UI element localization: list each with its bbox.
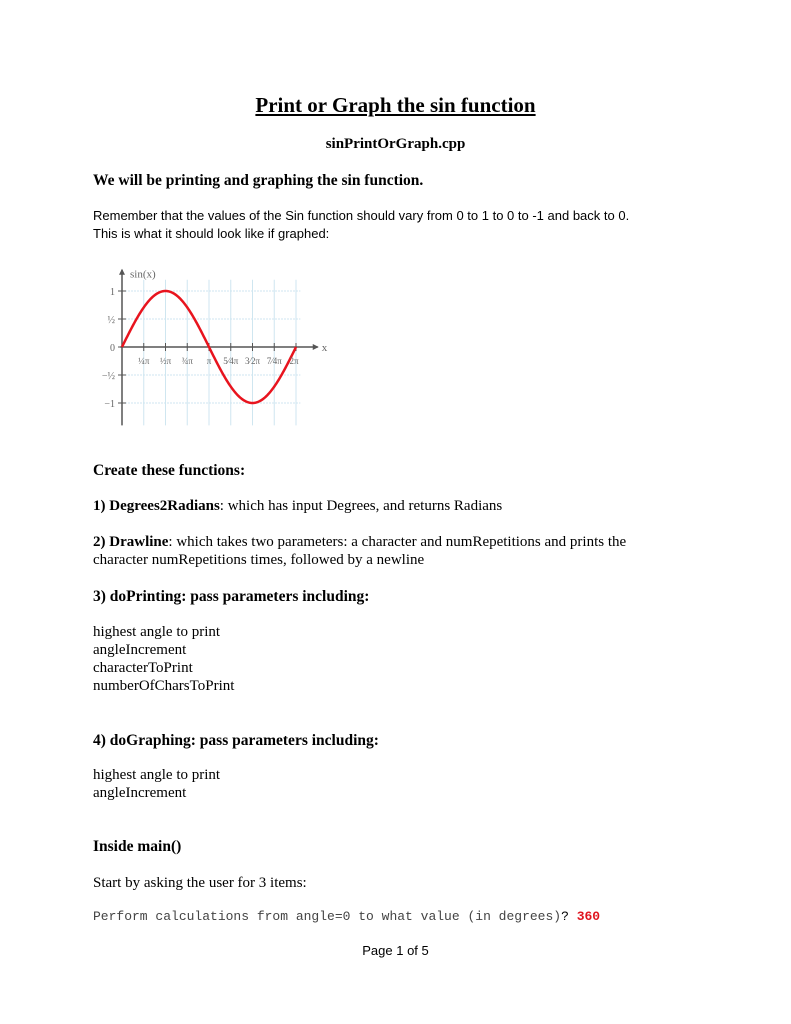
x-tick-label: 3⁄2π bbox=[244, 356, 261, 366]
y-tick-label: −½ bbox=[101, 371, 115, 382]
dographing-param: angleIncrement bbox=[93, 785, 187, 801]
item-degrees2radians-desc: : which has input Degrees, and returns Radians bbox=[219, 498, 503, 514]
remember-line-1: Remember that the values of the Sin function should vary from 0 to 1 to 0 to -1 and back to 0. bbox=[93, 208, 630, 223]
prompt-question-mark: ? bbox=[561, 909, 569, 924]
graph-axes bbox=[118, 269, 319, 426]
item-drawline-name: 2) Drawline bbox=[93, 534, 169, 550]
y-tick-label: 0 bbox=[110, 343, 115, 354]
x-tick-label: 5⁄4π bbox=[223, 356, 239, 366]
prompt-text: Perform calculations from angle=0 to what value (in degrees) bbox=[93, 909, 562, 924]
doprinting-param: highest angle to print bbox=[93, 624, 221, 640]
create-functions-heading: Create these functions: bbox=[93, 462, 246, 479]
graph-labels bbox=[102, 269, 328, 410]
document-title: Print or Graph the sin function bbox=[255, 93, 536, 117]
main-text: Start by asking the user for 3 items: bbox=[93, 875, 307, 891]
x-tick-label: 2π bbox=[289, 356, 299, 366]
doprinting-param: characterToPrint bbox=[93, 660, 193, 676]
item-degrees2radians bbox=[93, 498, 502, 515]
y-tick-label: 1 bbox=[110, 287, 115, 298]
doprinting-param: numberOfCharsToPrint bbox=[93, 678, 235, 694]
item-dographing-heading: 4) doGraphing: pass parameters including: bbox=[93, 732, 379, 749]
item-degrees2radians-name: 1) Degrees2Radians bbox=[93, 498, 220, 514]
remember-line-2: This is what it should look like if graphed: bbox=[93, 226, 330, 241]
y-axis-label: sin(x) bbox=[130, 268, 156, 281]
x-tick-label: ¾π bbox=[181, 356, 193, 366]
y-tick-label: ½ bbox=[107, 315, 115, 326]
x-axis-arrow bbox=[313, 344, 319, 350]
x-tick-label: π bbox=[206, 356, 212, 366]
filename: sinPrintOrGraph.cpp bbox=[325, 136, 466, 152]
x-tick-label: 7⁄4π bbox=[266, 356, 282, 366]
page-footer: Page 1 of 5 bbox=[362, 943, 429, 958]
intro-text: We will be printing and graphing the sin function. bbox=[93, 172, 424, 189]
item-drawline-desc: : which takes two parameters: a character and numRepetitions and prints the bbox=[168, 534, 627, 550]
x-tick-label: ¼π bbox=[138, 356, 150, 366]
item-drawline bbox=[93, 534, 626, 551]
x-axis-label: x bbox=[321, 342, 328, 354]
x-tick-label: ½π bbox=[159, 356, 172, 366]
doprinting-param: angleIncrement bbox=[93, 642, 187, 658]
y-axis-arrow bbox=[119, 269, 125, 275]
item-doprinting-heading: 3) doPrinting: pass parameters including: bbox=[93, 588, 370, 605]
sample-prompt bbox=[93, 909, 600, 924]
dographing-param: highest angle to print bbox=[93, 767, 221, 783]
y-tick-label: −1 bbox=[104, 399, 115, 410]
prompt-answer: 360 bbox=[576, 909, 601, 924]
sin-graph bbox=[100, 255, 520, 430]
main-heading: Inside main() bbox=[93, 838, 182, 855]
item-drawline-desc-2: character numRepetitions times, followed by a newline bbox=[93, 552, 425, 568]
